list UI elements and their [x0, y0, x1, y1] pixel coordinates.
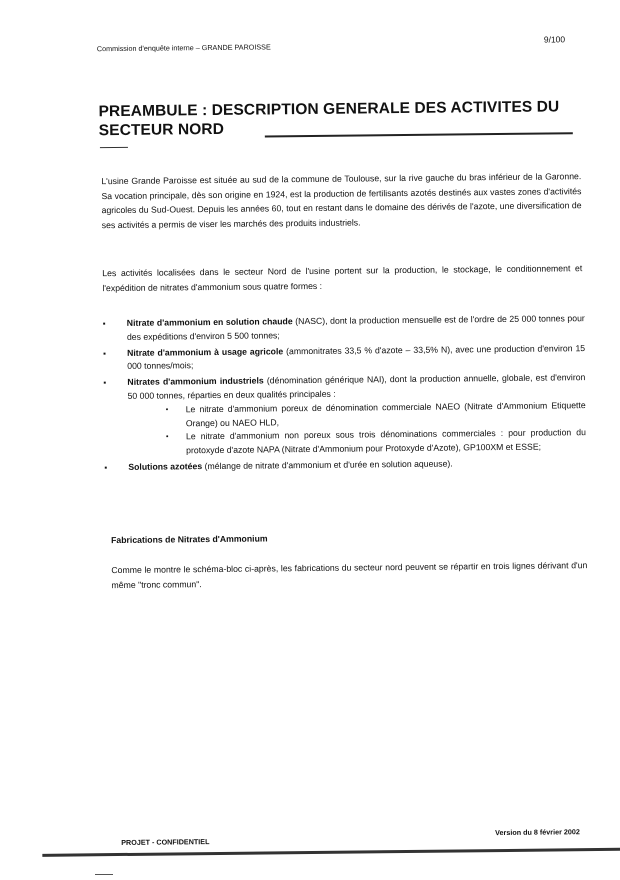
- title-underline-mark: [100, 147, 128, 148]
- list-item-text: (ammonitrates 33,5 % d'azote – 33,5% N), avec une production d'environ 15 000 tonnes/mois;: [127, 342, 586, 372]
- list-item: [103, 312, 585, 345]
- section-heading: Fabrications de Nitrates d'Ammonium: [111, 533, 268, 546]
- list-item-bold: Nitrates d'ammonium industriels: [127, 375, 264, 388]
- scan-speck: [95, 874, 113, 875]
- list-item-text: (NASC), dont la production mensuelle est de l'ordre de 25 000 tonnes pour des expéditions d'environ 5 500 tonnes;: [126, 313, 585, 342]
- list-item: [103, 371, 586, 459]
- sublist-item: ▪ Le nitrate d'ammonium poreux de dénomination commerciale NAEO (Nitrate d'Ammonium Etiquette Orange) ou NAEO HLD,: [166, 399, 586, 431]
- footer-rule: [42, 848, 620, 857]
- footer-version: Version du 8 février 2002: [495, 827, 580, 838]
- list-item: [103, 342, 585, 375]
- forms-list: [103, 312, 587, 477]
- section-paragraph: Comme le montre le schéma-bloc ci-après, les fabrications du secteur nord peuvent se répartir en trois lignes dérivant d'un même "tronc commun".: [111, 560, 588, 590]
- header-commission: Commission d'enquête interne – GRANDE PAROISSE: [96, 42, 271, 54]
- list-item: [104, 456, 586, 475]
- qualities-sublist: [128, 399, 587, 459]
- activities-paragraph: Les activités localisées dans le secteur Nord de l'usine portent sur la production, le stockage, le conditionnement et l'expédition de nitrates d'ammonium sous quatre formes :: [102, 263, 583, 293]
- footer-confidential: PROJET - CONFIDENTIEL: [121, 837, 210, 847]
- list-item-text: (mélange de nitrate d'ammonium et d'urée en solution aqueuse).: [202, 458, 453, 472]
- list-item-bold: Nitrate d'ammonium en solution chaude: [126, 316, 293, 328]
- page-title: PREAMBULE : DESCRIPTION GENERALE DES ACTIVITES DU SECTEUR NORD: [98, 98, 560, 140]
- list-item-text: (dénomination générique NAI), dont la production annuelle, globale, est d'environ 50 000 tonnes, réparties en deux qualités principales :: [127, 372, 586, 401]
- page-number: 9/100: [543, 34, 566, 45]
- sublist-item: ▪ Le nitrate d'ammonium non poreux sous trois dénominations commerciales : pour production du protoxyde d'azote NAPA (Nitrate d'Ammonium pour Protoxyde d'Azote), GP100XM et ESSE;: [166, 426, 586, 458]
- list-item-bold: Nitrate d'ammonium à usage agricole: [127, 345, 284, 358]
- intro-paragraph: L'usine Grande Paroisse est située au sud de la commune de Toulouse, sur la rive gauche du bras inférieur de la Garonne. Sa vocation principale, dès son origine en 1924, est la production de fertilisants azotés destinés aux vastes zones d'activités agricoles du Sud-Ouest. Depuis les années 60, tout en restant dans le domaine des dérivés de l'azote, une diversification de ses activités a permis de viser les marchés des produits industriels.: [101, 171, 582, 230]
- list-item-bold: Solutions azotées: [128, 461, 203, 472]
